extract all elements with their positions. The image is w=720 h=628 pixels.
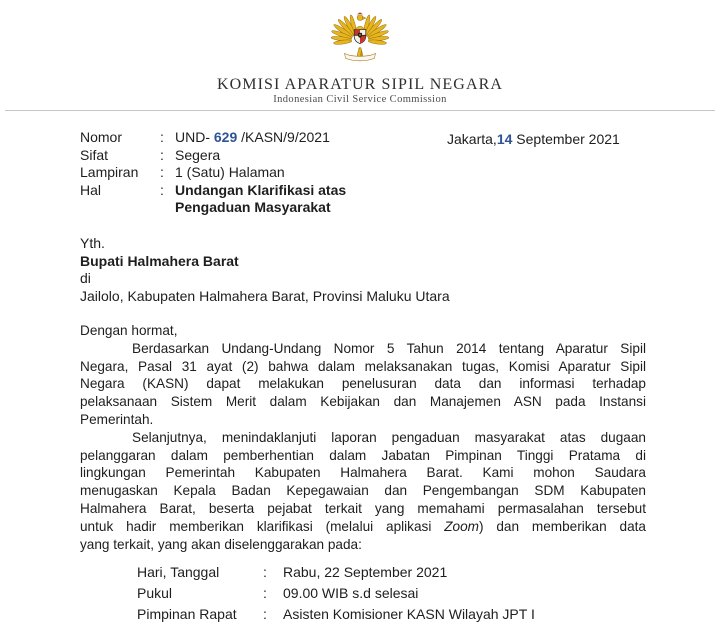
lampiran-value: 1 (Satu) Halaman — [175, 164, 285, 181]
paragraph2-line-text: untuk hadir memberikan klarifikasi (melalui aplikasi — [80, 518, 445, 534]
sifat-label: Sifat — [80, 146, 109, 163]
org-subtitle: Indonesian Civil Service Commission — [273, 94, 447, 105]
letter-meta — [80, 129, 346, 217]
hal-value — [175, 182, 346, 217]
meta-row-sifat — [80, 147, 346, 165]
letterhead-divider — [5, 110, 715, 111]
recipient-block — [80, 235, 450, 305]
colon: : — [160, 181, 164, 198]
paragraph2-line: menugaskan Kepala Badan Kepegawaian dan Pengembangan SDM Kabupaten — [80, 483, 646, 499]
hal-label: Hal — [80, 181, 102, 198]
greeting: Dengan hormat, — [80, 323, 178, 338]
paragraph1-line: pelaksanaan Sistem Merit dalam Kebijakan dan Manajemen ASN pada Instansi — [80, 394, 646, 410]
letter-body — [80, 322, 646, 553]
meeting-row — [137, 562, 535, 583]
paragraph2-line-text: ) dan memberikan data — [478, 518, 646, 534]
nomor-value — [175, 129, 346, 147]
dateline — [447, 131, 620, 149]
meeting-value: 09.00 WIB s.d selesai — [283, 584, 419, 601]
meta-row-nomor — [80, 129, 346, 147]
hal-value-line2: Pengaduan Masyarakat — [175, 199, 331, 216]
colon: : — [263, 605, 267, 622]
dateline-rest: September 2021 — [512, 131, 620, 147]
meeting-row — [137, 604, 535, 625]
colon: : — [160, 129, 164, 145]
meeting-value: Asisten Komisioner KASN Wilayah JPT I — [283, 605, 535, 622]
garuda-pancasila-emblem-icon — [331, 4, 389, 68]
hal-value-line1: Undangan Klarifikasi atas — [175, 181, 347, 198]
paragraph1-line: Pemerintah. — [80, 411, 154, 427]
paragraph2-line: yang terkait, yang akan diselenggarakan pada: — [80, 536, 362, 552]
recipient-preposition: di — [80, 270, 91, 287]
meeting-label: Pimpinan Rapat — [137, 605, 237, 622]
dateline-day: 14 — [496, 131, 513, 147]
paragraph1-line: Negara, Pasal 31 ayat (2) bahwa dalam melaksanakan tugas, Komisi Aparatur Sipil — [80, 358, 646, 374]
meta-row-hal — [80, 182, 346, 217]
colon: : — [160, 146, 164, 163]
paragraph2-line: pelanggaran dalam pemberhentian dalam Jabatan Pimpinan Tinggi Pratama di — [80, 447, 646, 463]
org-name: KOMISI APARATUR SIPIL NEGARA — [216, 76, 504, 93]
paragraph2-line: Halmahera Barat, beserta pejabat terkait yang memahami permasalahan tersebut — [80, 500, 646, 516]
nomor-prefix: UND- — [175, 129, 214, 145]
nomor-label: Nomor — [80, 129, 123, 145]
paragraph2-line: Selanjutnya, menindaklanjuti laporan pengaduan masyarakat atas dugaan — [132, 429, 646, 445]
nomor-number: 629 — [213, 129, 238, 145]
meeting-label: Pukul — [137, 584, 173, 601]
meeting-value: Rabu, 22 September 2021 — [283, 564, 448, 580]
colon: : — [263, 584, 267, 601]
paragraph1-line: Negara (KASN) dapat melakukan penelusuran data dan informasi terhadap — [80, 376, 646, 392]
meeting-label: Hari, Tanggal — [137, 564, 220, 580]
recipient-address: Jailolo, Kabupaten Halmahera Barat, Provinsi Maluku Utara — [80, 287, 450, 304]
paragraph2-line: lingkungan Pemerintah Kabupaten Halmahera Barat. Kami mohon Saudara — [80, 465, 646, 481]
nomor-suffix: /KASN/9/2021 — [237, 129, 330, 145]
colon: : — [160, 164, 164, 181]
lampiran-label: Lampiran — [80, 164, 139, 181]
meeting-row — [137, 583, 535, 604]
colon: : — [263, 564, 267, 580]
paragraph2-line — [80, 518, 646, 536]
meeting-details — [137, 562, 535, 624]
paragraph1-line: Berdasarkan Undang-Undang Nomor 5 Tahun 2014 tentang Aparatur Sipil — [132, 340, 646, 356]
meta-row-lampiran — [80, 164, 346, 182]
dateline-city: Jakarta, — [447, 131, 497, 147]
zoom-app-name: Zoom — [444, 518, 479, 534]
sifat-value: Segera — [175, 146, 221, 163]
recipient-salutation: Yth. — [80, 235, 105, 251]
recipient-name: Bupati Halmahera Barat — [80, 252, 239, 269]
